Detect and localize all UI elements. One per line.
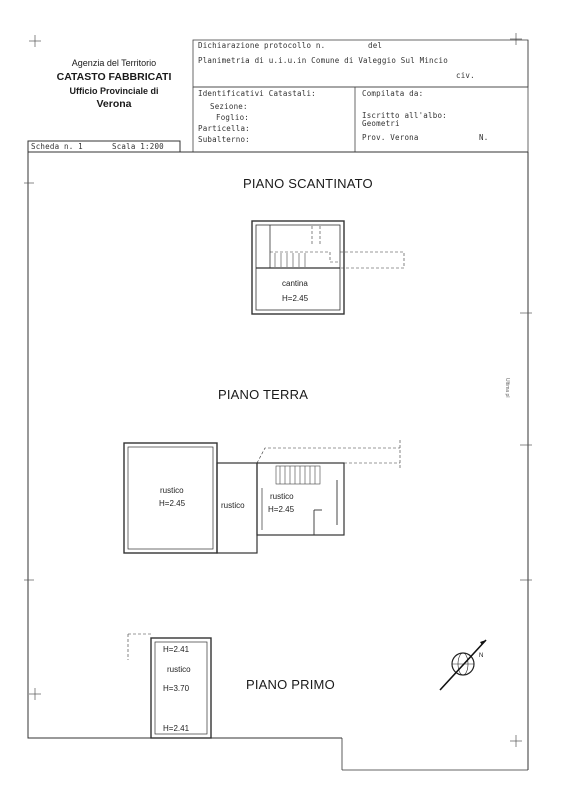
room-name: rustico [221,501,245,510]
prov-label: Prov. Verona [362,133,419,142]
floor-title-primo: PIANO PRIMO [246,677,335,692]
identificativi-title: Identificativi Catastali: [198,89,316,98]
protocol-del: del [368,41,383,50]
agency-subtitle: CATASTO FABBRICATI [56,71,172,83]
room-height: H=2.45 [282,294,309,303]
civ-label: civ. [456,71,475,80]
plan-scantinato [252,221,404,314]
room-height-top: H=2.41 [163,645,190,654]
planimetria-line: Planimetria di u.i.u.in Comune di Valeggio Sul Mincio [198,56,448,65]
agency-city: Verona [96,98,132,110]
sezione-label: Sezione: [210,102,248,111]
geometri-label: Geometri [362,119,400,128]
margin-note: Ultima pl [504,378,510,398]
protocol-label: Dichiarazione protocollo n. [198,41,326,50]
scheda-label: Scheda n. 1 [31,142,83,151]
agency-office: Ufficio Provinciale di [69,86,159,96]
stair-scantinato [275,253,305,267]
particella-label: Particella: [198,124,250,133]
room-name: rustico [160,486,184,495]
room-height-bottom: H=2.41 [163,724,190,733]
agency-title: Agenzia del Territorio [71,58,157,68]
scala-label: Scala 1:200 [112,142,164,151]
room-height: H=2.45 [159,499,186,508]
iscritto-label: Iscritto all'albo: [362,111,447,120]
floor-title-scantinato: PIANO SCANTINATO [243,176,373,191]
room-name: rustico [270,492,294,501]
floor-title-terra: PIANO TERRA [218,387,309,402]
room-height: H=3.70 [163,684,190,693]
north-arrow-icon [440,640,486,690]
svg-text:N: N [479,653,484,659]
compilata-title: Compilata da: [362,89,424,98]
room-height: H=2.45 [268,505,295,514]
foglio-label: Foglio: [216,113,250,122]
n-label: N. [479,133,489,142]
stair-terra [276,466,320,484]
frame-ticks [24,183,532,580]
room-name: rustico [167,665,191,674]
subalterno-label: Subalterno: [198,135,250,144]
room-name: cantina [282,279,308,288]
plan-terra [124,440,400,553]
